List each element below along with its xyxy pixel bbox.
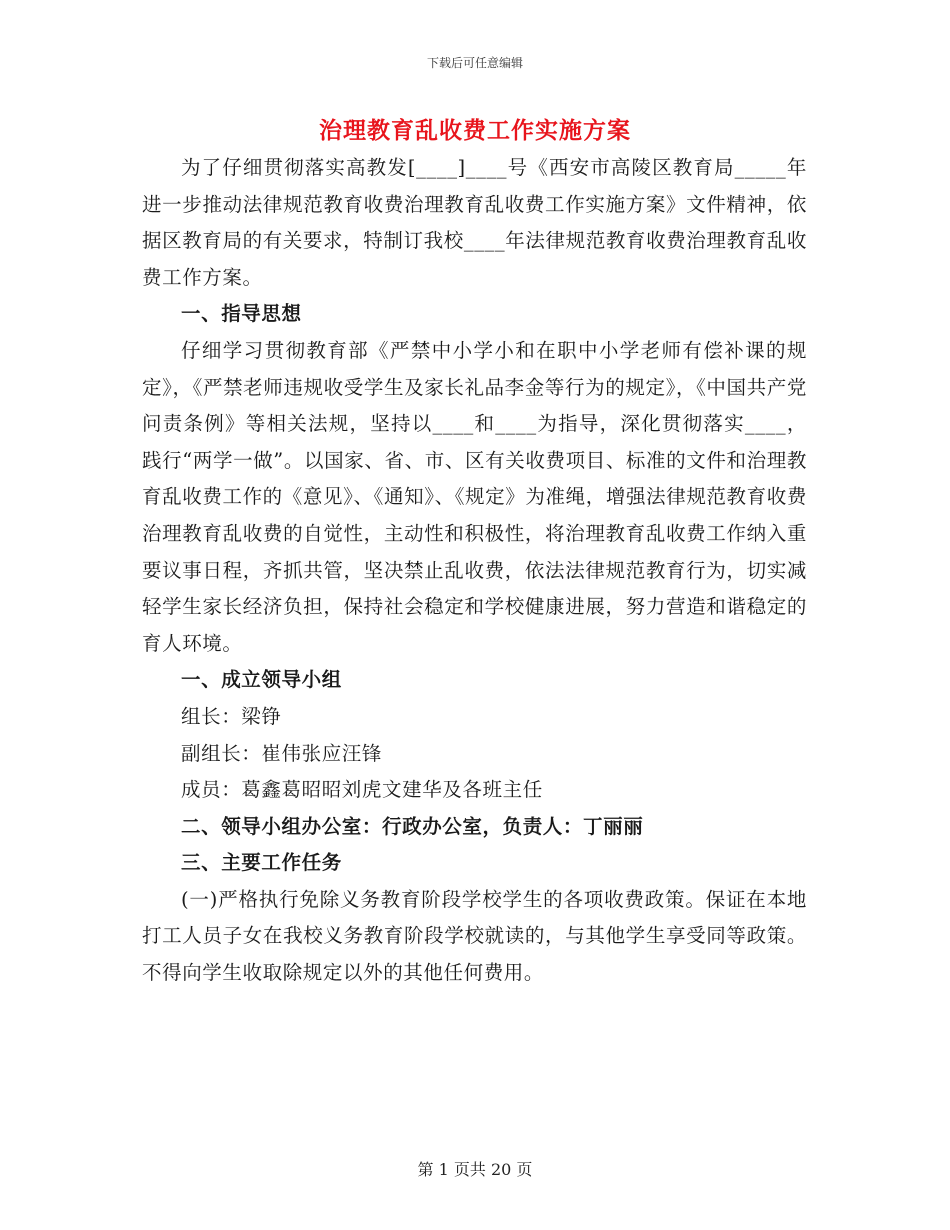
leader-line: 组长：梁铮 bbox=[181, 704, 282, 728]
document-title: 治理教育乱收费工作实施方案 bbox=[319, 118, 631, 144]
vice-leader-line: 副组长：崔伟张应汪锋 bbox=[181, 741, 383, 765]
section-heading-guiding: 一、指导思想 bbox=[181, 302, 302, 326]
page-footer: 第 1 页共 20 页 bbox=[417, 1160, 533, 1179]
section-heading-tasks: 三、主要工作任务 bbox=[181, 851, 342, 875]
guiding-paragraph: 仔细学习贯彻教育部《严禁中小学小和在职中小学老师有偿补课的规定》，《严禁老师违规收受学生及家长礼品李金等行为的规定》，《中国共产党问责条例》等相关法规，坚持以____和____为指导，深化贯彻落实____，践行“两学一做”。以国家、省、市、区有关收费项目、标准的文件和治理教育乱收费工作的《意见》、《通知》、《规定》为准绳，增强法律规范教育收费治理教育乱收费的自觉性，主动性和积极性，将治理教育乱收费工作纳入重要议事日程，齐抓共管，坚决禁止乱收费，依法法律规范教育行为，切实减轻学生家长经济负担，保持社会稳定和学校健康进展，努力营造和谐稳定的育人环境。 bbox=[142, 338, 807, 655]
document-body bbox=[142, 150, 807, 992]
section-heading-leadership: 一、成立领导小组 bbox=[181, 668, 342, 692]
section-heading-office: 二、领导小组办公室：行政办公室，负责人：丁丽丽 bbox=[181, 814, 644, 838]
members-line: 成员：葛鑫葛昭昭刘虎文建华及各班主任 bbox=[181, 778, 543, 802]
intro-paragraph: 为了仔细贯彻落实高教发[____]____号《西安市高陵区教育局_____年进一步推动法律规范教育收费治理教育乱收费工作实施方案》文件精神，依据区教育局的有关要求，特制订我校____年法律规范教育收费治理教育乱收费工作方案。 bbox=[142, 156, 807, 289]
header-note: 下载后可任意编辑 bbox=[426, 56, 523, 70]
task-paragraph-1: (一)严格执行免除义务教育阶段学校学生的各项收费政策。保证在本地打工人员子女在我校义务教育阶段学校就读的，与其他学生享受同等政策。不得向学生收取除规定以外的其他任何费用。 bbox=[142, 887, 807, 985]
